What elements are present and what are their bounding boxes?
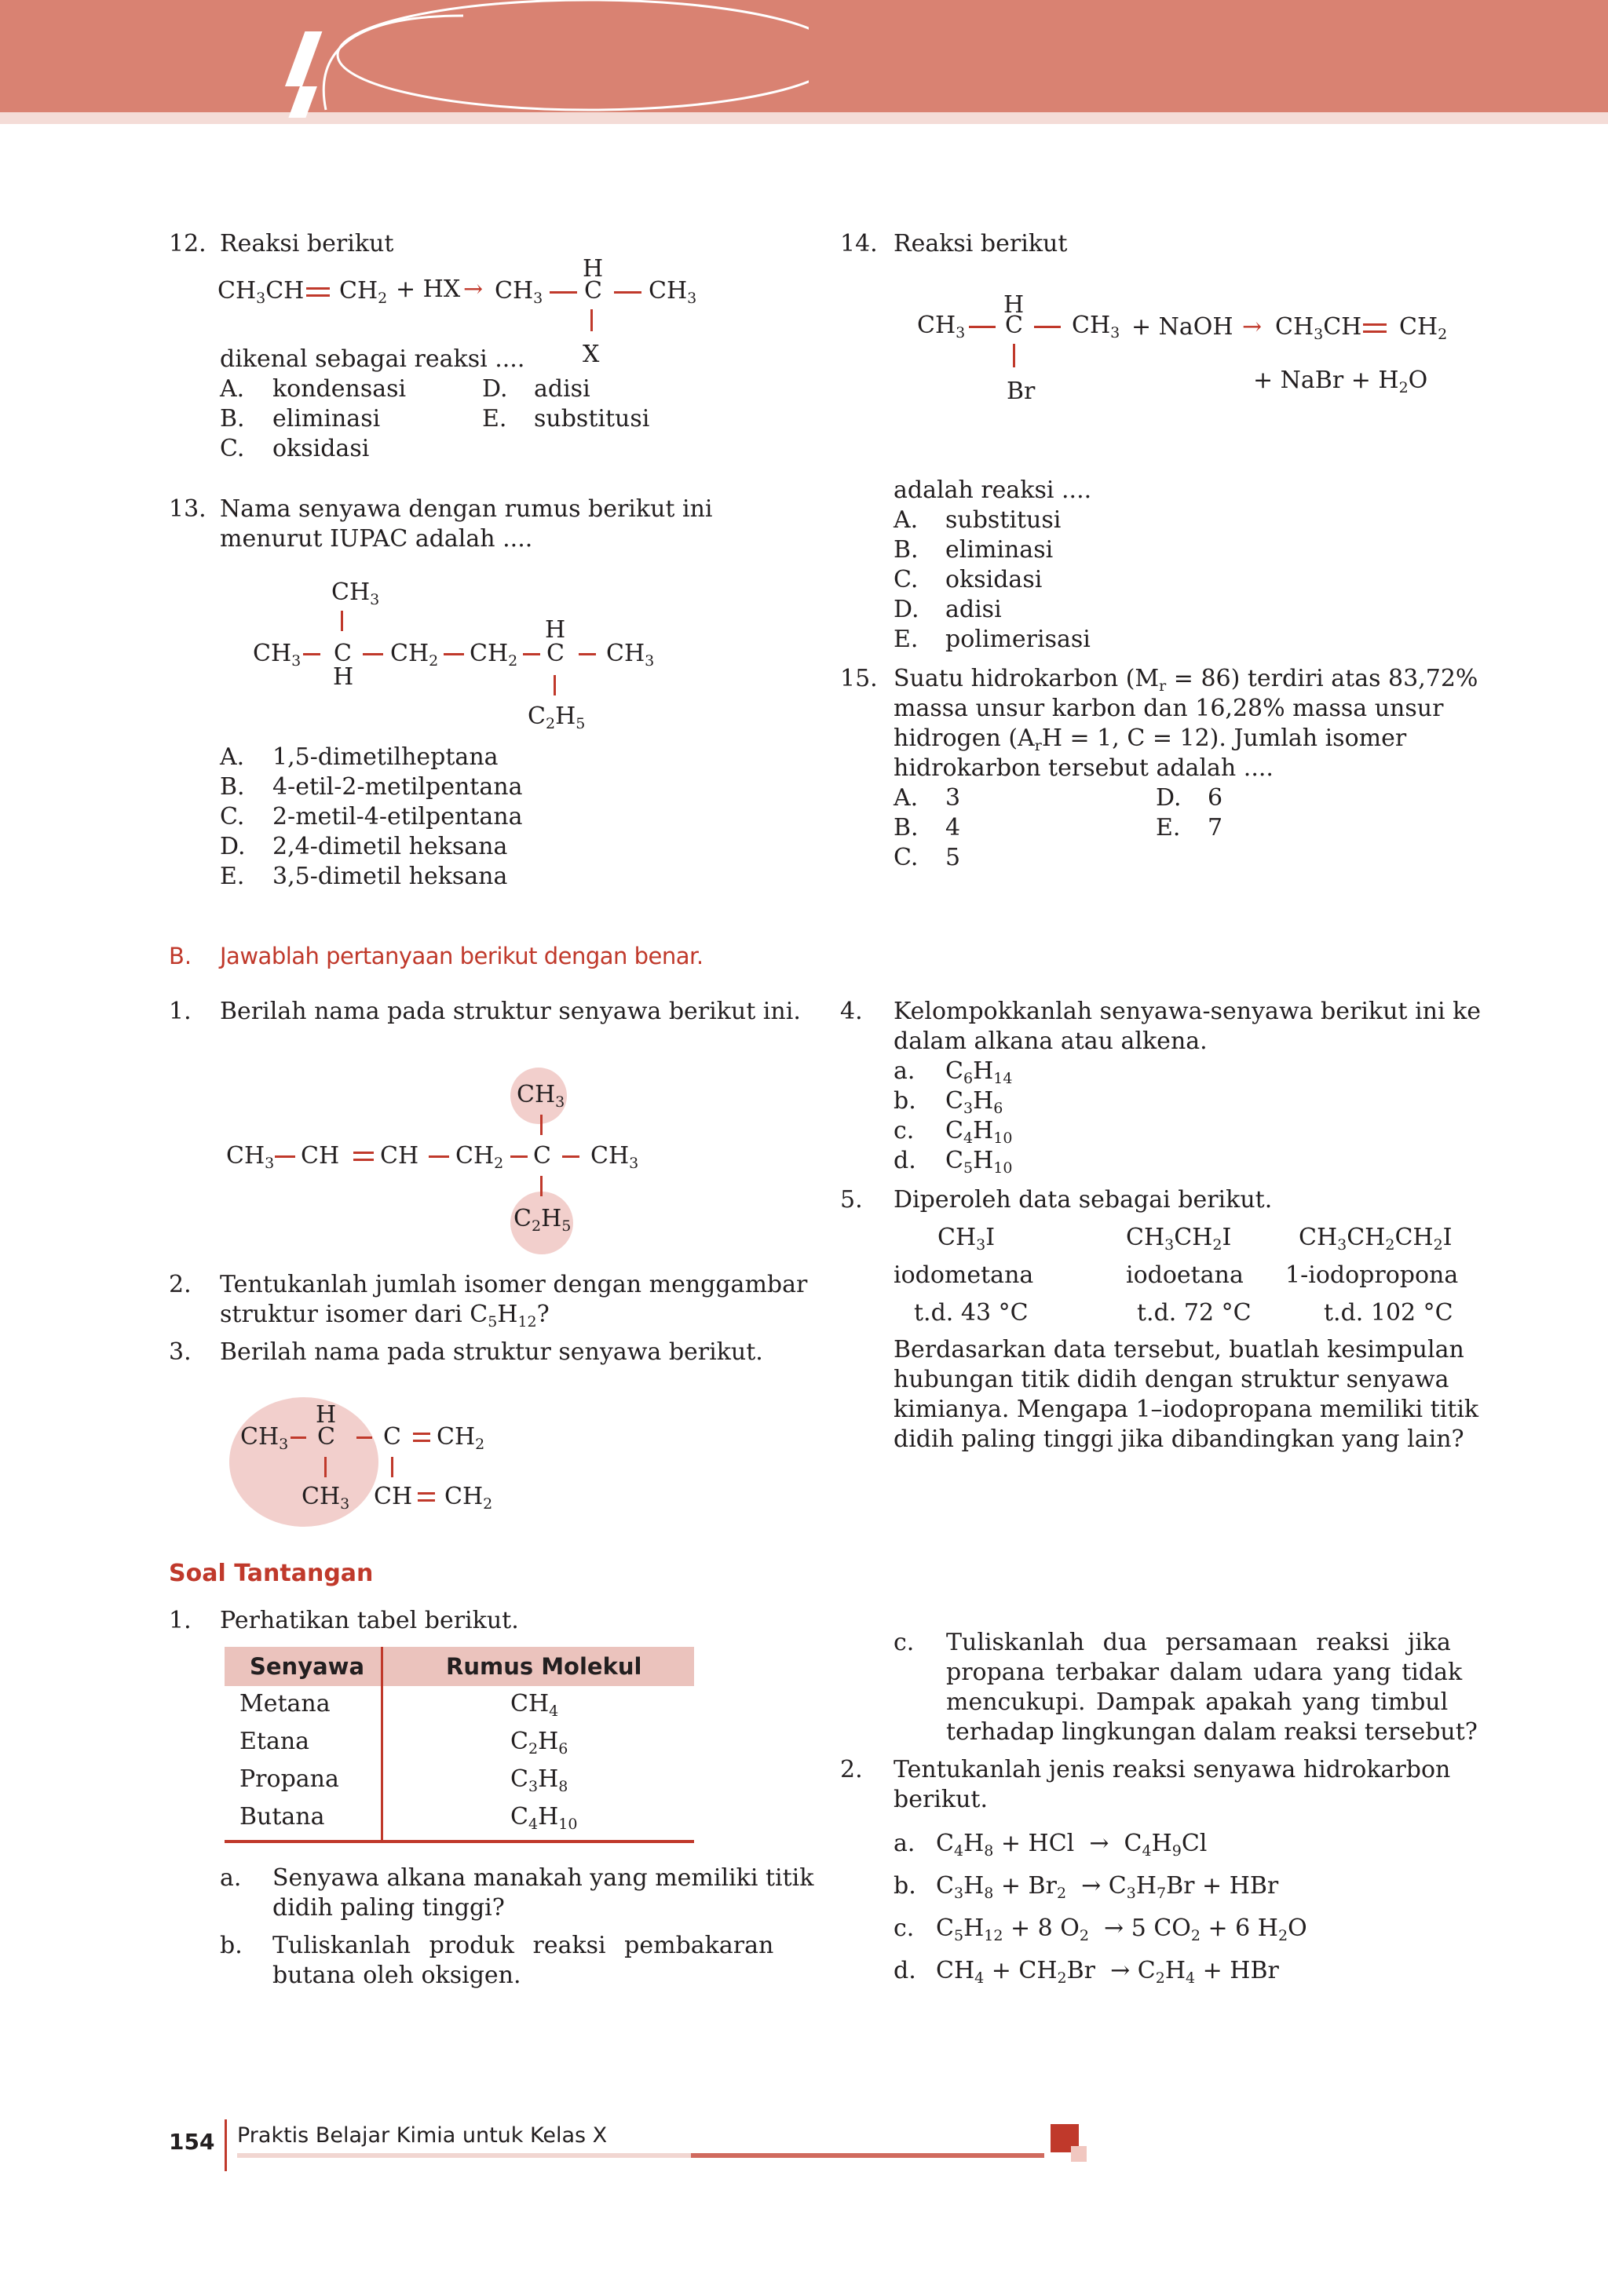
q14-option-a-letter: A. [894, 506, 919, 534]
q14-option-b: eliminasi [945, 536, 1054, 564]
q14-option-e: polimerisasi [945, 626, 1091, 653]
footer-rule-dark [691, 2153, 1044, 2158]
q13-option-d: 2,4-dimetil heksana [272, 833, 508, 860]
q13-top-ch3: $CH_3$ [331, 579, 380, 608]
table-row-2-name: Etana [239, 1728, 310, 1755]
q13-option-c-letter: C. [220, 803, 245, 830]
q14-ch3-left: $CH_3$ [917, 312, 966, 341]
q13-stem-2: menurut IUPAC adalah .... [220, 525, 533, 553]
table-row-3-name: Propana [239, 1765, 339, 1793]
reaction-b: $C_3H_8 + Br_2 \to C_3H_7Br$ + HBr [936, 1872, 1279, 1902]
b5-para-3: kimianya. Mengapa 1–iodopropana memiliki titik [894, 1396, 1479, 1423]
q15-option-d: 6 [1208, 784, 1223, 812]
q13-option-b-letter: B. [220, 773, 245, 801]
b3-ch3-left: $CH_3$ [240, 1423, 289, 1453]
b5-intro: Diperoleh data sebagai berikut. [894, 1186, 1273, 1214]
b3-c: C [317, 1423, 335, 1451]
b4-item-b-letter: b. [894, 1087, 916, 1115]
b3-ch: CH [374, 1483, 413, 1510]
q12-option-a: kondensasi [272, 375, 407, 403]
q13-option-a-letter: A. [220, 743, 245, 771]
reaction-a: $C_4H_8$ + HCl → $C_4H_9Cl$ [936, 1830, 1208, 1860]
footer-square-light [1071, 2146, 1087, 2162]
challenge-qc-line-4: terhadap lingkungan dalam reaksi tersebut? [946, 1718, 1478, 1746]
q13-option-d-letter: D. [220, 833, 246, 860]
q12-end-ch3: $CH_3$ [649, 277, 697, 307]
b3-ch3-bottom: $CH_3$ [302, 1483, 350, 1513]
b2-number: 2. [169, 1271, 192, 1298]
q12-question: dikenal sebagai reaksi .... [220, 345, 525, 373]
b1-ch2: $CH_2$ [455, 1142, 504, 1172]
challenge-qa-letter: a. [220, 1864, 242, 1892]
b5-name-3: 1-iodopropona [1285, 1261, 1459, 1289]
challenge-qc-line-3: mencukupi. Dampak apakah yang timbul [946, 1688, 1449, 1716]
b3-text: Berilah nama pada struktur senyawa berikut. [220, 1338, 763, 1366]
q12-option-d: adisi [534, 375, 590, 403]
q14-ch3-right: $CH_3$ [1072, 312, 1120, 341]
b4-item-a-letter: a. [894, 1057, 915, 1085]
q12-option-d-letter: D. [482, 375, 508, 403]
challenge-qa-line-1: Senyawa alkana manakah yang memiliki titik [272, 1864, 814, 1892]
q12-option-c-letter: C. [220, 435, 245, 462]
q13-ch3-right: $CH_3$ [606, 640, 655, 670]
challenge-q1-intro: Perhatikan tabel berikut. [220, 1607, 519, 1634]
q12-option-b: eliminasi [272, 405, 381, 433]
footer-rule-light [237, 2153, 693, 2158]
q12-x: X [583, 341, 600, 368]
q14-h: H [1003, 291, 1025, 319]
table-row-3-formula: $C_3H_8$ [510, 1765, 568, 1795]
q14-nabr-h2o: + NaBr + $H_2O$ [1253, 367, 1428, 396]
q12-option-e: substitusi [534, 405, 650, 433]
reaction-d: $CH_4 + CH_2Br \to C_2H_4$ + HBr [936, 1957, 1279, 1987]
table-column-divider [381, 1647, 383, 1842]
q13-ch3-left: $CH_3$ [253, 640, 302, 670]
challenge-qc-line-2: propana terbakar dalam udara yang tidak [946, 1659, 1463, 1686]
q15-option-c-letter: C. [894, 844, 919, 871]
header-swoosh-graphic [259, 0, 809, 133]
b4-item-c: $C_4H_{10}$ [945, 1117, 1013, 1147]
section-b-letter: B. [169, 943, 192, 969]
q12-bond-2 [614, 291, 641, 294]
reaction-c: $C_5H_{12} + 8$ $O_2 \to 5$ $CO_2 + 6$ $H_2O$ [936, 1915, 1307, 1944]
q13-c2: C [546, 640, 565, 667]
q14-question: adalah reaksi .... [894, 476, 1092, 504]
b5-bp-3: t.d. 102 °C [1324, 1299, 1453, 1327]
q15-line-2: massa unsur karbon dan 16,28% massa unsur [894, 695, 1444, 722]
b5-para-1: Berdasarkan data tersebut, buatlah kesimpulan [894, 1336, 1464, 1363]
reaction-b-letter: b. [894, 1872, 916, 1900]
challenge-q2-line-1: Tentukanlah jenis reaksi senyawa hidrokarbon [894, 1756, 1451, 1783]
q13-ch2-a: $CH_2$ [390, 640, 439, 670]
table-row-4-formula: $C_4H_{10}$ [510, 1803, 578, 1833]
q13-c1: C [334, 640, 352, 667]
footer-divider [225, 2119, 227, 2171]
q14-naoh: + NaOH [1131, 313, 1233, 341]
reaction-c-letter: c. [894, 1915, 915, 1942]
q15-option-e: 7 [1208, 814, 1223, 841]
b1-ch3-right: $CH_3$ [590, 1142, 639, 1172]
q13-c1-h: H [333, 663, 354, 691]
b5-name-2: iodoetana [1126, 1261, 1244, 1289]
table-bottom-rule [225, 1840, 694, 1843]
b1-ch3-left: $CH_3$ [226, 1142, 275, 1172]
q14-option-b-letter: B. [894, 536, 919, 564]
q13-option-a: 1,5-dimetilheptana [272, 743, 499, 771]
b3-ch2-bottom: $CH_2$ [444, 1483, 493, 1513]
q13-option-e: 3,5-dimetil heksana [272, 863, 508, 890]
q14-option-a: substitusi [945, 506, 1062, 534]
table-row-4-name: Butana [239, 1803, 325, 1831]
q15-number: 15. [840, 665, 878, 692]
q15-option-b-letter: B. [894, 814, 919, 841]
q12-option-a-letter: A. [220, 375, 245, 403]
footer-title: Praktis Belajar Kimia untuk Kelas X [237, 2123, 608, 2148]
table-row-1-name: Metana [239, 1690, 331, 1717]
b4-number: 4. [840, 998, 863, 1025]
b1-number: 1. [169, 998, 192, 1025]
challenge-q1-number: 1. [169, 1607, 192, 1634]
q13-number: 13. [169, 495, 206, 523]
b3-ch2-top: $CH_2$ [437, 1423, 485, 1453]
q15-option-a: 3 [945, 784, 961, 812]
q12-stem: Reaksi berikut [220, 230, 394, 257]
challenge-title: Soal Tantangan [169, 1560, 374, 1587]
q14-option-c-letter: C. [894, 566, 919, 593]
b5-formula-1: $CH_3I$ [937, 1224, 996, 1254]
q13-c2-h: H [545, 616, 566, 644]
b4-line-1: Kelompokkanlah senyawa-senyawa berikut ini ke [894, 998, 1482, 1025]
q15-option-e-letter: E. [1156, 814, 1181, 841]
b1-text: Berilah nama pada struktur senyawa berikut ini. [220, 998, 801, 1025]
challenge-qa-line-2: didih paling tinggi? [272, 1894, 505, 1922]
q15-line-1: Suatu hidrokarbon $(M_r = 86)$ terdiri atas 83,72% [894, 665, 1478, 695]
b5-para-2: hubungan titik didih dengan struktur senyawa [894, 1366, 1449, 1393]
b3-h: H [316, 1401, 337, 1429]
q12-arrow-icon: → [463, 276, 484, 303]
b5-formula-2: $CH_3CH_2I$ [1126, 1224, 1232, 1254]
challenge-qc-line-1: Tuliskanlah dua persamaan reaksi jika [946, 1629, 1451, 1656]
q14-number: 14. [840, 230, 878, 257]
q15-option-b: 4 [945, 814, 961, 841]
b3-c2: C [383, 1423, 401, 1451]
b1-c: C [533, 1142, 551, 1170]
page-number: 154 [169, 2129, 215, 2155]
q13-c2h5: $C_2H_5$ [528, 703, 586, 732]
q12-ch3-left: $CH_3CH$ [217, 277, 305, 307]
b2-line-1: Tentukanlah jumlah isomer dengan menggambar [220, 1271, 808, 1298]
q14-option-d-letter: D. [894, 596, 919, 623]
b4-item-d-letter: d. [894, 1147, 916, 1174]
q12-ch2: $CH_2$ [339, 277, 388, 307]
b5-bp-1: t.d. 43 °C [914, 1299, 1029, 1327]
b5-bp-2: t.d. 72 °C [1137, 1299, 1252, 1327]
q15-option-a-letter: A. [894, 784, 919, 812]
b4-item-a: $C_6H_{14}$ [945, 1057, 1013, 1087]
q15-line-3: hidrogen ($A_rH = 1$, C = 12). Jumlah isomer [894, 725, 1407, 754]
b5-number: 5. [840, 1186, 863, 1214]
q14-c: C [1005, 312, 1023, 339]
challenge-q2-line-2: berikut. [894, 1786, 988, 1813]
q12-vertical-bond [590, 309, 593, 331]
q15-line-4: hidrokarbon tersebut adalah .... [894, 754, 1274, 782]
q12-double-bond-bottom [306, 294, 330, 297]
b5-name-1: iodometana [894, 1261, 1034, 1289]
b5-para-4: didih paling tinggi jika dibandingkan yang lain? [894, 1425, 1464, 1453]
b1-top-ch3: $CH_3$ [517, 1081, 565, 1111]
q12-option-c: oksidasi [272, 435, 370, 462]
q14-arrow-icon: → [1242, 313, 1263, 341]
challenge-qb-line-2: butana oleh oksigen. [272, 1962, 521, 1989]
q13-stem-1: Nama senyawa dengan rumus berikut ini [220, 495, 713, 523]
b2-line-2: struktur isomer dari $C_5H_{12}$? [220, 1301, 550, 1331]
b4-item-b: $C_3H_6$ [945, 1087, 1003, 1117]
b4-line-2: dalam alkana atau alkena. [894, 1028, 1208, 1055]
table-header-rumus: Rumus Molekul [446, 1653, 642, 1680]
q12-double-bond-top [306, 287, 330, 290]
challenge-qc-letter: c. [894, 1629, 915, 1656]
q12-option-e-letter: E. [482, 405, 507, 433]
q15-option-d-letter: D. [1156, 784, 1182, 812]
q14-option-c: oksidasi [945, 566, 1043, 593]
q14-product-ch2: $CH_2$ [1399, 313, 1448, 343]
q15-option-c: 5 [945, 844, 961, 871]
challenge-qb-letter: b. [220, 1932, 243, 1959]
q14-option-e-letter: E. [894, 626, 919, 653]
q13-ch2-b: $CH_2$ [470, 640, 518, 670]
q12-plus-hx: + HX [396, 276, 461, 303]
section-b-title: Jawablah pertanyaan berikut dengan benar. [220, 943, 704, 969]
table-header-senyawa: Senyawa [250, 1653, 365, 1680]
q14-product: $CH_3CH$ [1275, 313, 1362, 343]
challenge-q2-number: 2. [840, 1756, 863, 1783]
q12-option-b-letter: B. [220, 405, 245, 433]
q12-number: 12. [169, 230, 206, 257]
q14-br: Br [1007, 378, 1036, 405]
table-row-1-formula: $CH_4$ [510, 1690, 559, 1720]
b1-c2h5: $C_2H_5$ [513, 1205, 572, 1235]
q13-option-e-letter: E. [220, 863, 245, 890]
q14-stem: Reaksi berikut [894, 230, 1068, 257]
b1-ch-2: CH [380, 1142, 419, 1170]
b4-item-d: $C_5H_{10}$ [945, 1147, 1013, 1177]
challenge-qb-line-1: Tuliskanlah produk reaksi pembakaran [272, 1932, 774, 1959]
q12-h: H [583, 255, 604, 283]
reaction-d-letter: d. [894, 1957, 916, 1984]
b5-formula-3: $CH_3CH_2CH_2I$ [1299, 1224, 1453, 1254]
q12-c: C [584, 277, 602, 305]
reaction-a-letter: a. [894, 1830, 915, 1857]
b1-ch: CH [301, 1142, 340, 1170]
table-row-2-formula: $C_2H_6$ [510, 1728, 568, 1758]
q13-option-c: 2-metil-4-etilpentana [272, 803, 523, 830]
b3-number: 3. [169, 1338, 192, 1366]
b4-item-c-letter: c. [894, 1117, 915, 1144]
q12-bond-1 [550, 291, 577, 294]
q14-option-d: adisi [945, 596, 1002, 623]
q12-product-ch3: $CH_3$ [495, 277, 543, 307]
q13-option-b: 4-etil-2-metilpentana [272, 773, 523, 801]
